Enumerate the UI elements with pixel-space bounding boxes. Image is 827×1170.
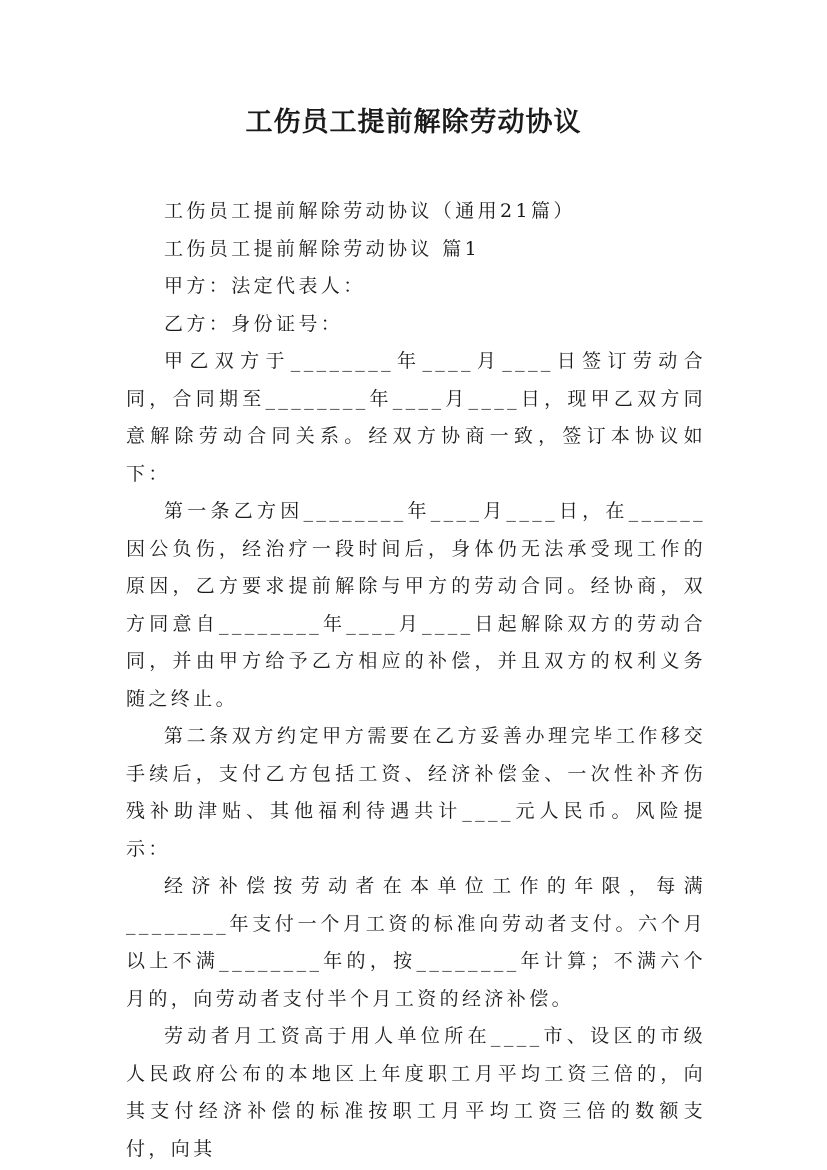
paragraph-article-1: 第一条乙方因________年____月____日，在______因公负伤，经治疗一段时间后，身体仍无法承受现工作的原因，乙方要求提前解除与甲方的劳动合同。经协商，双方同意自________年____月____日起解除双方的劳动合同，并由甲方给予乙方相应的补偿，并且双方的权利义务随之终止。 [126,500,706,710]
paragraph-party-a: 甲方：法定代表人： [164,275,366,297]
paragraph-article-2: 第二条双方约定甲方需要在乙方妥善办理完毕工作移交手续后，支付乙方包括工资、经济补偿金、一次性补齐伤残补助津贴、其他福利待遇共计____元人民币。风险提示： [126,725,706,860]
paragraph-subtitle: 工伤员工提前解除劳动协议（通用21篇） [164,200,576,222]
document-title: 工伤员工提前解除劳动协议 [245,107,582,138]
paragraph-compensation-rule: 经济补偿按劳动者在本单位工作的年限，每满________年支付一个月工资的标准向劳动者支付。六个月以上不满________年的，按________年计算；不满六个月的，向劳动者支付半个月工资的经济补偿。 [126,875,706,1010]
paragraph-high-salary-rule: 劳动者月工资高于用人单位所在____市、设区的市级人民政府公布的本地区上年度职工月平均工资三倍的，向其支付经济补偿的标准按职工月平均工资三倍的数额支付，向其 [126,1025,706,1160]
paragraph-party-b: 乙方：身份证号： [164,312,344,335]
document-body [126,193,706,1168]
paragraph-intro: 甲乙双方于________年____月____日签订劳动合同，合同期至________年____月____日，现甲乙双方同意解除劳动合同关系。经双方协商一致，签订本协议如下： [126,350,706,485]
paragraph-section-heading: 工伤员工提前解除劳动协议 篇1 [164,237,481,260]
